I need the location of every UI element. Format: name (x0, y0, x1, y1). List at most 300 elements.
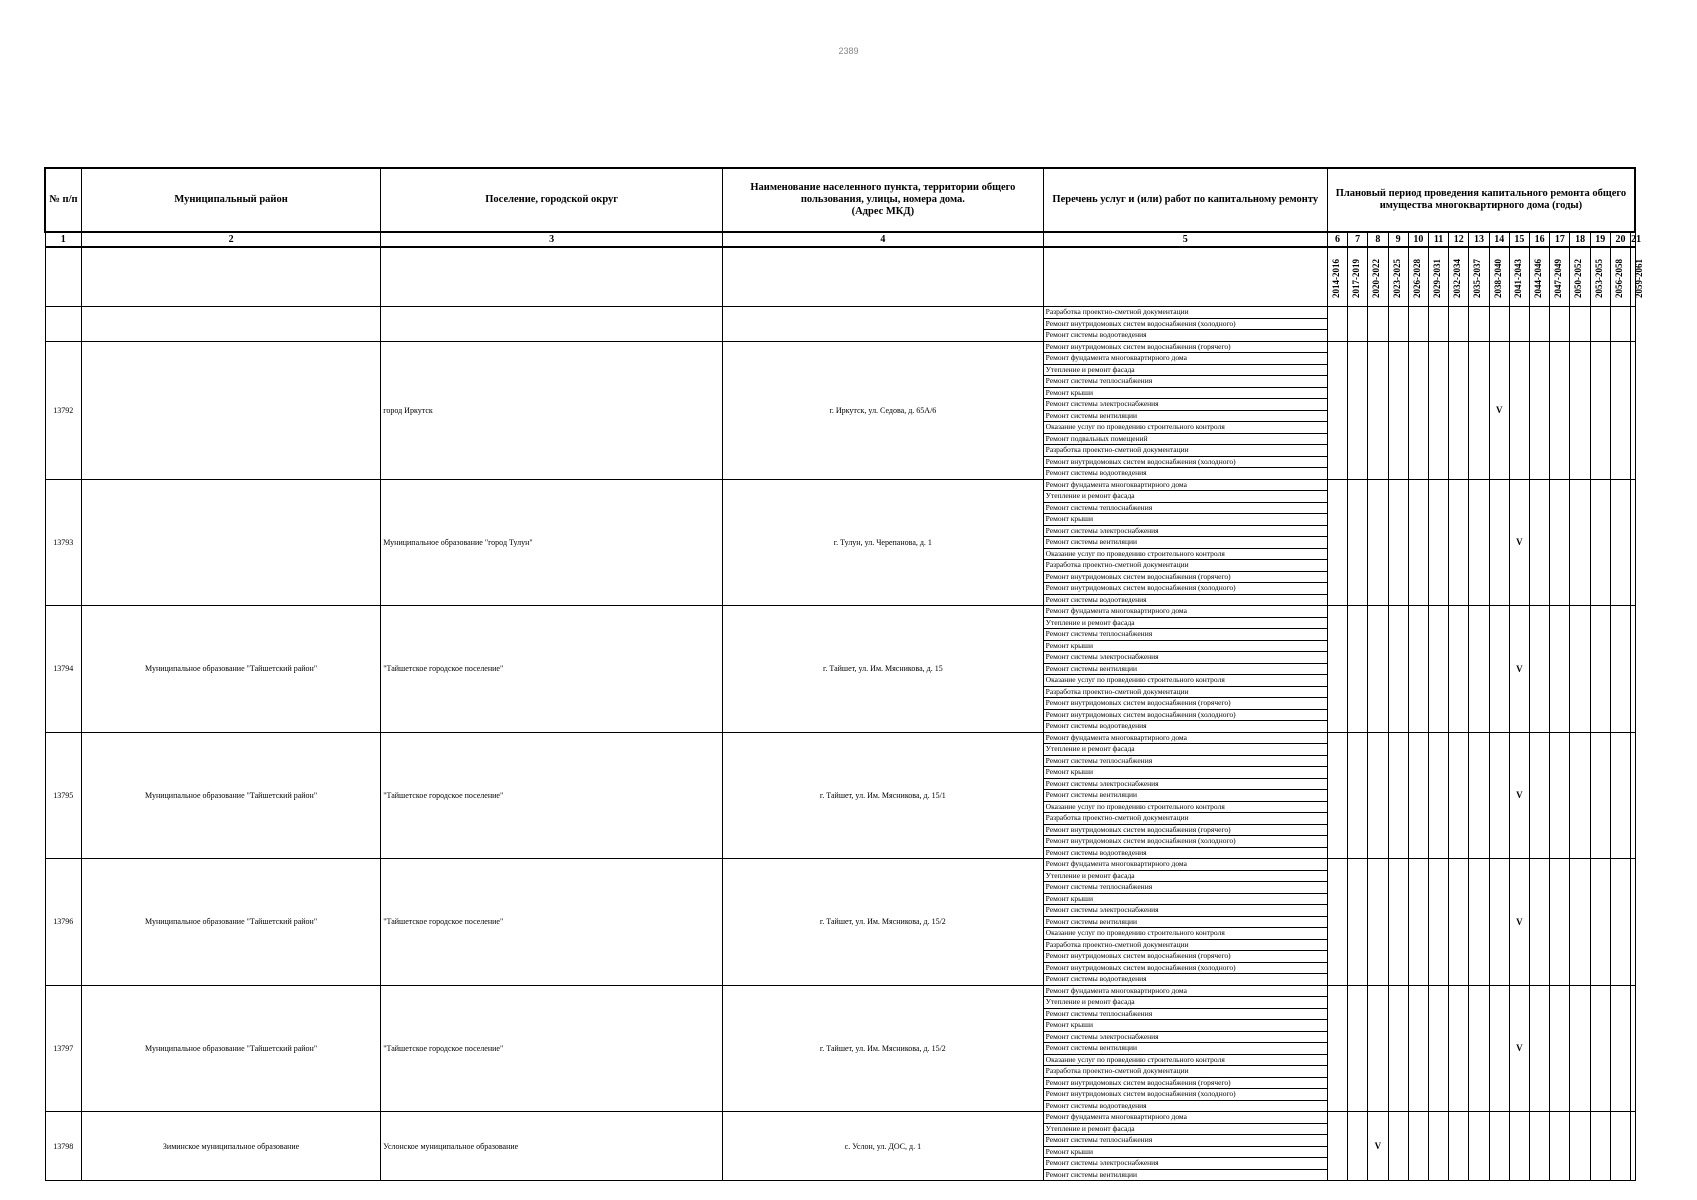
year-period-cell (1469, 247, 1489, 307)
work-item: Ремонт системы электроснабжения (1043, 1158, 1327, 1170)
year-cell (1530, 307, 1550, 342)
year-cell (1469, 307, 1489, 342)
years-row-spacer (1043, 247, 1327, 307)
work-item: Ремонт системы теплоснабжения (1043, 629, 1327, 641)
year-cell (1428, 307, 1448, 342)
year-period-cell (1348, 247, 1368, 307)
year-cell (1610, 859, 1630, 986)
years-row-spacer (81, 247, 380, 307)
work-item: Ремонт системы вентиляции (1043, 790, 1327, 802)
year-cell (1610, 479, 1630, 606)
year-cell (1449, 479, 1469, 606)
district-name: Муниципальное образование "Тайшетский район" (81, 859, 380, 986)
year-cell (1489, 307, 1509, 342)
year-cell (1368, 1112, 1388, 1181)
year-period-cell (1449, 247, 1469, 307)
header-number: № п/п (45, 168, 81, 232)
work-item: Ремонт системы водоотведения (1043, 974, 1327, 986)
year-cell (1590, 479, 1610, 606)
repair-mark: V (1516, 537, 1523, 548)
header-settlement: Поселение, городской округ (381, 168, 723, 232)
year-cell (1489, 985, 1509, 1112)
year-cell (1631, 479, 1635, 606)
year-cell (1489, 1112, 1509, 1181)
year-cell (1631, 985, 1635, 1112)
work-item: Оказание услуг по проведению строительного контроля (1043, 675, 1327, 687)
work-item: Ремонт системы теплоснабжения (1043, 376, 1327, 388)
years-row (45, 247, 1635, 307)
year-cell (1631, 1112, 1635, 1181)
year-cell (1388, 859, 1408, 986)
year-cell (1327, 985, 1347, 1112)
year-cell (1469, 732, 1489, 859)
work-item: Ремонт внутридомовых систем водоснабжения (холодного) (1043, 318, 1327, 330)
work-item: Ремонт внутридомовых систем водоснабжения (горячего) (1043, 341, 1327, 353)
table-row (45, 307, 1635, 319)
district-name: Муниципальное образование "Тайшетский район" (81, 606, 380, 733)
work-item: Ремонт крыши (1043, 1020, 1327, 1032)
year-cell (1610, 732, 1630, 859)
year-cell (1530, 985, 1550, 1112)
column-number: 2 (81, 232, 380, 247)
work-item: Ремонт фундамента многоквартирного дома (1043, 479, 1327, 491)
house-address: г. Тайшет, ул. Им. Мясникова, д. 15/2 (723, 859, 1044, 986)
column-number: 6 (1327, 232, 1347, 247)
year-period-cell (1530, 247, 1550, 307)
repair-mark: V (1516, 663, 1523, 674)
year-cell (1449, 732, 1469, 859)
column-number: 21 (1631, 234, 1642, 245)
work-item: Ремонт системы водоотведения (1043, 847, 1327, 859)
house-address: г. Тайшет, ул. Им. Мясникова, д. 15/1 (723, 732, 1044, 859)
year-cell (1408, 606, 1428, 733)
year-period-label: 2038-2040 (1492, 259, 1503, 299)
year-cell (1327, 341, 1347, 479)
year-period-label: 2050-2052 (1573, 259, 1584, 299)
district-name: Зиминское муниципальное образование (81, 1112, 380, 1181)
year-cell (1348, 732, 1368, 859)
work-item: Ремонт системы электроснабжения (1043, 905, 1327, 917)
year-period-label: 2056-2058 (1613, 259, 1624, 299)
year-cell (1368, 307, 1388, 342)
header-address-line1: Наименование населенного пункта, территории общего (750, 181, 1016, 193)
table-body (45, 307, 1635, 1181)
work-item: Оказание услуг по проведению строительного контроля (1043, 422, 1327, 434)
year-period-label: 2026-2028 (1411, 259, 1422, 299)
year-cell (1489, 859, 1509, 986)
work-item: Ремонт системы вентиляции (1043, 1043, 1327, 1055)
year-cell (1590, 859, 1610, 986)
year-cell (1348, 859, 1368, 986)
year-cell (1610, 1112, 1630, 1181)
column-number: 18 (1570, 232, 1590, 247)
year-cell (1449, 859, 1469, 986)
year-cell (1489, 606, 1509, 733)
repair-mark: V (1495, 405, 1503, 415)
work-item: Ремонт системы вентиляции (1043, 410, 1327, 422)
year-cell (1348, 341, 1368, 479)
year-cell (1469, 1112, 1489, 1181)
year-cell (1348, 606, 1368, 733)
year-period-label: 2017-2019 (1351, 259, 1362, 299)
year-cell (1428, 859, 1448, 986)
year-period-label: 2047-2049 (1553, 259, 1564, 299)
settlement-name: Услонское муниципальное образование (381, 1112, 723, 1181)
header-address (723, 168, 1044, 232)
work-item: Ремонт внутридомовых систем водоснабжения (горячего) (1043, 824, 1327, 836)
work-item: Ремонт внутридомовых систем водоснабжения (холодного) (1043, 962, 1327, 974)
year-cell (1408, 307, 1428, 342)
year-cell (1530, 859, 1550, 986)
year-cell (1469, 985, 1489, 1112)
work-item: Разработка проектно-сметной документации (1043, 307, 1327, 319)
year-cell (1348, 985, 1368, 1112)
year-cell (1570, 341, 1590, 479)
year-cell (1428, 985, 1448, 1112)
year-cell (1550, 606, 1570, 733)
year-cell (1408, 985, 1428, 1112)
year-cell (1570, 1112, 1590, 1181)
work-item: Разработка проектно-сметной документации (1043, 445, 1327, 457)
year-cell (1449, 985, 1469, 1112)
work-item: Ремонт фундамента многоквартирного дома (1043, 1112, 1327, 1124)
years-row-spacer (723, 247, 1044, 307)
work-item: Ремонт системы вентиляции (1043, 537, 1327, 549)
year-cell (1610, 606, 1630, 733)
year-cell (1509, 1112, 1529, 1181)
year-period-label: 2041-2043 (1512, 259, 1523, 299)
house-address: г. Тайшет, ул. Им. Мясникова, д. 15 (723, 606, 1044, 733)
year-period-label: 2029-2031 (1431, 259, 1442, 299)
year-cell (1610, 341, 1630, 479)
column-numbers-row (45, 232, 1635, 247)
year-cell (1590, 1112, 1610, 1181)
work-item: Ремонт системы электроснабжения (1043, 1031, 1327, 1043)
header-district: Муниципальный район (81, 168, 380, 232)
work-item: Ремонт внутридомовых систем водоснабжения (горячего) (1043, 951, 1327, 963)
page-number: 2389 (838, 46, 859, 56)
work-item: Утепление и ремонт фасада (1043, 1123, 1327, 1135)
work-item: Ремонт крыши (1043, 1146, 1327, 1158)
work-item: Ремонт внутридомовых систем водоснабжения (холодного) (1043, 456, 1327, 468)
year-cell (1327, 479, 1347, 606)
year-cell (1631, 859, 1635, 986)
work-item: Оказание услуг по проведению строительного контроля (1043, 928, 1327, 940)
year-period-cell (1631, 247, 1645, 307)
year-period-label: 2023-2025 (1391, 259, 1402, 299)
year-cell (1388, 341, 1408, 479)
year-cell (1388, 307, 1408, 342)
continued-number (45, 307, 81, 342)
work-item: Ремонт крыши (1043, 387, 1327, 399)
year-cell (1388, 606, 1408, 733)
year-period-cell (1610, 247, 1630, 307)
repair-mark: V (1516, 916, 1523, 927)
work-item: Ремонт системы теплоснабжения (1043, 1008, 1327, 1020)
year-cell (1590, 606, 1610, 733)
work-item: Ремонт системы водоотведения (1043, 1100, 1327, 1112)
year-cell (1489, 732, 1509, 859)
year-cell (1428, 479, 1448, 606)
year-cell (1570, 606, 1590, 733)
year-cell (1631, 341, 1635, 479)
year-cell (1550, 1112, 1570, 1181)
district-name: Муниципальное образование "Тайшетский район" (81, 985, 380, 1112)
work-item: Ремонт внутридомовых систем водоснабжения (холодного) (1043, 1089, 1327, 1101)
work-item: Ремонт системы электроснабжения (1043, 778, 1327, 790)
year-cell (1570, 985, 1590, 1112)
year-cell (1449, 307, 1469, 342)
year-cell (1610, 307, 1630, 342)
column-number: 12 (1449, 232, 1469, 247)
column-number: 17 (1550, 232, 1570, 247)
column-number: 8 (1368, 232, 1388, 247)
year-cell (1368, 479, 1388, 606)
year-cell (1550, 479, 1570, 606)
year-cell (1550, 341, 1570, 479)
repair-schedule-table (44, 167, 1645, 1181)
house-address: г. Тайшет, ул. Им. Мясникова, д. 15/2 (723, 985, 1044, 1112)
year-cell (1388, 479, 1408, 606)
table-row (45, 479, 1635, 491)
work-item: Ремонт системы вентиляции (1043, 1169, 1327, 1181)
record-number: 13797 (45, 985, 81, 1112)
column-number: 20 (1610, 232, 1630, 247)
record-number: 13798 (45, 1112, 81, 1181)
year-cell (1590, 341, 1610, 479)
work-item: Оказание услуг по проведению строительного контроля (1043, 1054, 1327, 1066)
year-cell (1327, 859, 1347, 986)
work-item: Ремонт системы вентиляции (1043, 916, 1327, 928)
year-cell (1449, 1112, 1469, 1181)
header-works: Перечень услуг и (или) работ по капитальному ремонту (1043, 168, 1327, 232)
year-cell (1388, 985, 1408, 1112)
year-cell (1368, 732, 1388, 859)
year-cell (1428, 341, 1448, 479)
year-cell (1570, 479, 1590, 606)
year-cell (1550, 985, 1570, 1112)
year-cell (1509, 606, 1529, 733)
work-item: Ремонт системы теплоснабжения (1043, 502, 1327, 514)
year-cell (1570, 732, 1590, 859)
column-number: 11 (1428, 232, 1448, 247)
year-cell (1509, 859, 1529, 986)
table-row (45, 1112, 1635, 1124)
year-cell (1590, 307, 1610, 342)
column-number: 10 (1408, 232, 1428, 247)
record-number: 13794 (45, 606, 81, 733)
district-name (81, 479, 380, 606)
years-row-spacer (45, 247, 81, 307)
column-number: 13 (1469, 232, 1489, 247)
settlement-name: "Тайшетское городское поселение" (381, 606, 723, 733)
year-cell (1449, 606, 1469, 733)
work-item: Ремонт внутридомовых систем водоснабжения (холодного) (1043, 836, 1327, 848)
year-cell (1570, 859, 1590, 986)
year-cell (1368, 859, 1388, 986)
year-cell (1327, 1112, 1347, 1181)
year-period-cell (1327, 247, 1347, 307)
year-cell (1590, 985, 1610, 1112)
year-cell (1509, 307, 1529, 342)
year-cell (1631, 732, 1635, 859)
continued-settlement (381, 307, 723, 342)
repair-schedule-sheet (44, 167, 1645, 1179)
repair-mark: V (1516, 1043, 1523, 1054)
year-cell (1530, 732, 1550, 859)
year-period-label: 2053-2055 (1593, 259, 1604, 299)
year-period-cell (1590, 247, 1610, 307)
column-number: 9 (1388, 232, 1408, 247)
year-cell (1530, 479, 1550, 606)
year-cell (1530, 1112, 1550, 1181)
record-number: 13795 (45, 732, 81, 859)
year-cell (1428, 1112, 1448, 1181)
table-row (45, 732, 1635, 744)
year-cell (1348, 479, 1368, 606)
year-cell (1550, 307, 1570, 342)
work-item: Ремонт фундамента многоквартирного дома (1043, 859, 1327, 871)
work-item: Ремонт крыши (1043, 893, 1327, 905)
year-cell (1631, 606, 1635, 733)
year-cell (1469, 479, 1489, 606)
year-cell (1590, 732, 1610, 859)
year-cell (1509, 341, 1529, 479)
column-number: 19 (1590, 232, 1610, 247)
year-period-label: 2032-2034 (1452, 259, 1463, 299)
house-address: г. Иркутск, ул. Седова, д. 65А/6 (723, 341, 1044, 479)
year-cell (1610, 985, 1630, 1112)
record-number: 13796 (45, 859, 81, 986)
year-period-cell (1388, 247, 1408, 307)
continued-district (81, 307, 380, 342)
year-cell (1408, 732, 1428, 859)
year-period-cell (1408, 247, 1428, 307)
year-cell (1388, 732, 1408, 859)
column-number: 14 (1489, 232, 1509, 247)
year-period-cell (1509, 247, 1529, 307)
year-period-cell (1489, 247, 1509, 307)
year-cell (1489, 341, 1509, 479)
work-item: Ремонт внутридомовых систем водоснабжения (холодного) (1043, 583, 1327, 595)
work-item: Ремонт системы теплоснабжения (1043, 882, 1327, 894)
year-cell (1327, 732, 1347, 859)
year-cell (1530, 341, 1550, 479)
year-cell (1428, 606, 1448, 733)
year-cell (1509, 479, 1529, 606)
year-cell (1631, 307, 1635, 342)
year-cell (1368, 606, 1388, 733)
year-period-cell (1428, 247, 1448, 307)
year-cell (1570, 307, 1590, 342)
settlement-name: "Тайшетское городское поселение" (381, 732, 723, 859)
work-item: Утепление и ремонт фасада (1043, 744, 1327, 756)
year-cell (1408, 341, 1428, 479)
year-cell (1509, 732, 1529, 859)
work-item: Ремонт внутридомовых систем водоснабжения (горячего) (1043, 698, 1327, 710)
table-row (45, 341, 1635, 353)
work-item: Ремонт подвальных помещений (1043, 433, 1327, 445)
record-number: 13793 (45, 479, 81, 606)
continued-address (723, 307, 1044, 342)
work-item: Ремонт системы электроснабжения (1043, 652, 1327, 664)
work-item: Ремонт системы электроснабжения (1043, 525, 1327, 537)
settlement-name: Муниципальное образование "город Тулун" (381, 479, 723, 606)
year-cell (1550, 859, 1570, 986)
year-period-cell (1368, 247, 1388, 307)
work-item: Разработка проектно-сметной документации (1043, 686, 1327, 698)
repair-mark: V (1516, 790, 1523, 801)
year-period-label: 2035-2037 (1472, 259, 1483, 299)
work-item: Ремонт фундамента многоквартирного дома (1043, 606, 1327, 618)
work-item: Ремонт системы водоотведения (1043, 721, 1327, 733)
year-period-cell (1550, 247, 1570, 307)
year-period-cell (1570, 247, 1590, 307)
year-cell (1489, 479, 1509, 606)
column-number: 15 (1509, 232, 1529, 247)
year-cell (1327, 606, 1347, 733)
repair-mark: V (1374, 1141, 1382, 1151)
year-cell (1469, 859, 1489, 986)
column-number: 5 (1043, 232, 1327, 247)
work-item: Ремонт фундамента многоквартирного дома (1043, 985, 1327, 997)
work-item: Ремонт внутридомовых систем водоснабжения (горячего) (1043, 571, 1327, 583)
settlement-name: "Тайшетское городское поселение" (381, 985, 723, 1112)
work-item: Ремонт внутридомовых систем водоснабжения (холодного) (1043, 709, 1327, 721)
year-cell (1327, 307, 1347, 342)
year-period-label: 2020-2022 (1371, 259, 1382, 299)
work-item: Разработка проектно-сметной документации (1043, 1066, 1327, 1078)
year-cell (1408, 859, 1428, 986)
year-cell (1388, 1112, 1408, 1181)
settlement-name: "Тайшетское городское поселение" (381, 859, 723, 986)
work-item: Утепление и ремонт фасада (1043, 870, 1327, 882)
years-row-spacer (381, 247, 723, 307)
header-planned-period: Плановый период проведения капитального ремонта общего имущества многоквартирного дома (годы) (1327, 168, 1635, 232)
table-row (45, 606, 1635, 618)
work-item: Ремонт системы вентиляции (1043, 663, 1327, 675)
column-number: 7 (1348, 232, 1368, 247)
year-cell (1368, 985, 1388, 1112)
work-item: Ремонт внутридомовых систем водоснабжения (горячего) (1043, 1077, 1327, 1089)
table-row (45, 985, 1635, 997)
work-item: Ремонт системы водоотведения (1043, 468, 1327, 480)
settlement-name: город Иркутск (381, 341, 723, 479)
work-item: Утепление и ремонт фасада (1043, 997, 1327, 1009)
work-item: Ремонт крыши (1043, 514, 1327, 526)
header-address-line3: (Адрес МКД) (851, 206, 915, 218)
year-cell (1348, 307, 1368, 342)
work-item: Ремонт системы теплоснабжения (1043, 1135, 1327, 1147)
district-name: Муниципальное образование "Тайшетский район" (81, 732, 380, 859)
house-address: с. Услон, ул. ДОС, д. 1 (723, 1112, 1044, 1181)
work-item: Разработка проектно-сметной документации (1043, 813, 1327, 825)
year-cell (1408, 1112, 1428, 1181)
work-item: Ремонт крыши (1043, 640, 1327, 652)
column-number: 4 (723, 232, 1044, 247)
district-name (81, 341, 380, 479)
year-cell (1550, 732, 1570, 859)
work-item: Утепление и ремонт фасада (1043, 617, 1327, 629)
year-period-label: 2014-2016 (1330, 259, 1341, 299)
year-cell (1449, 341, 1469, 479)
work-item: Ремонт крыши (1043, 767, 1327, 779)
header-row (45, 168, 1635, 232)
year-cell (1469, 606, 1489, 733)
work-item: Оказание услуг по проведению строительного контроля (1043, 548, 1327, 560)
work-item: Разработка проектно-сметной документации (1043, 560, 1327, 572)
year-cell (1509, 985, 1529, 1112)
